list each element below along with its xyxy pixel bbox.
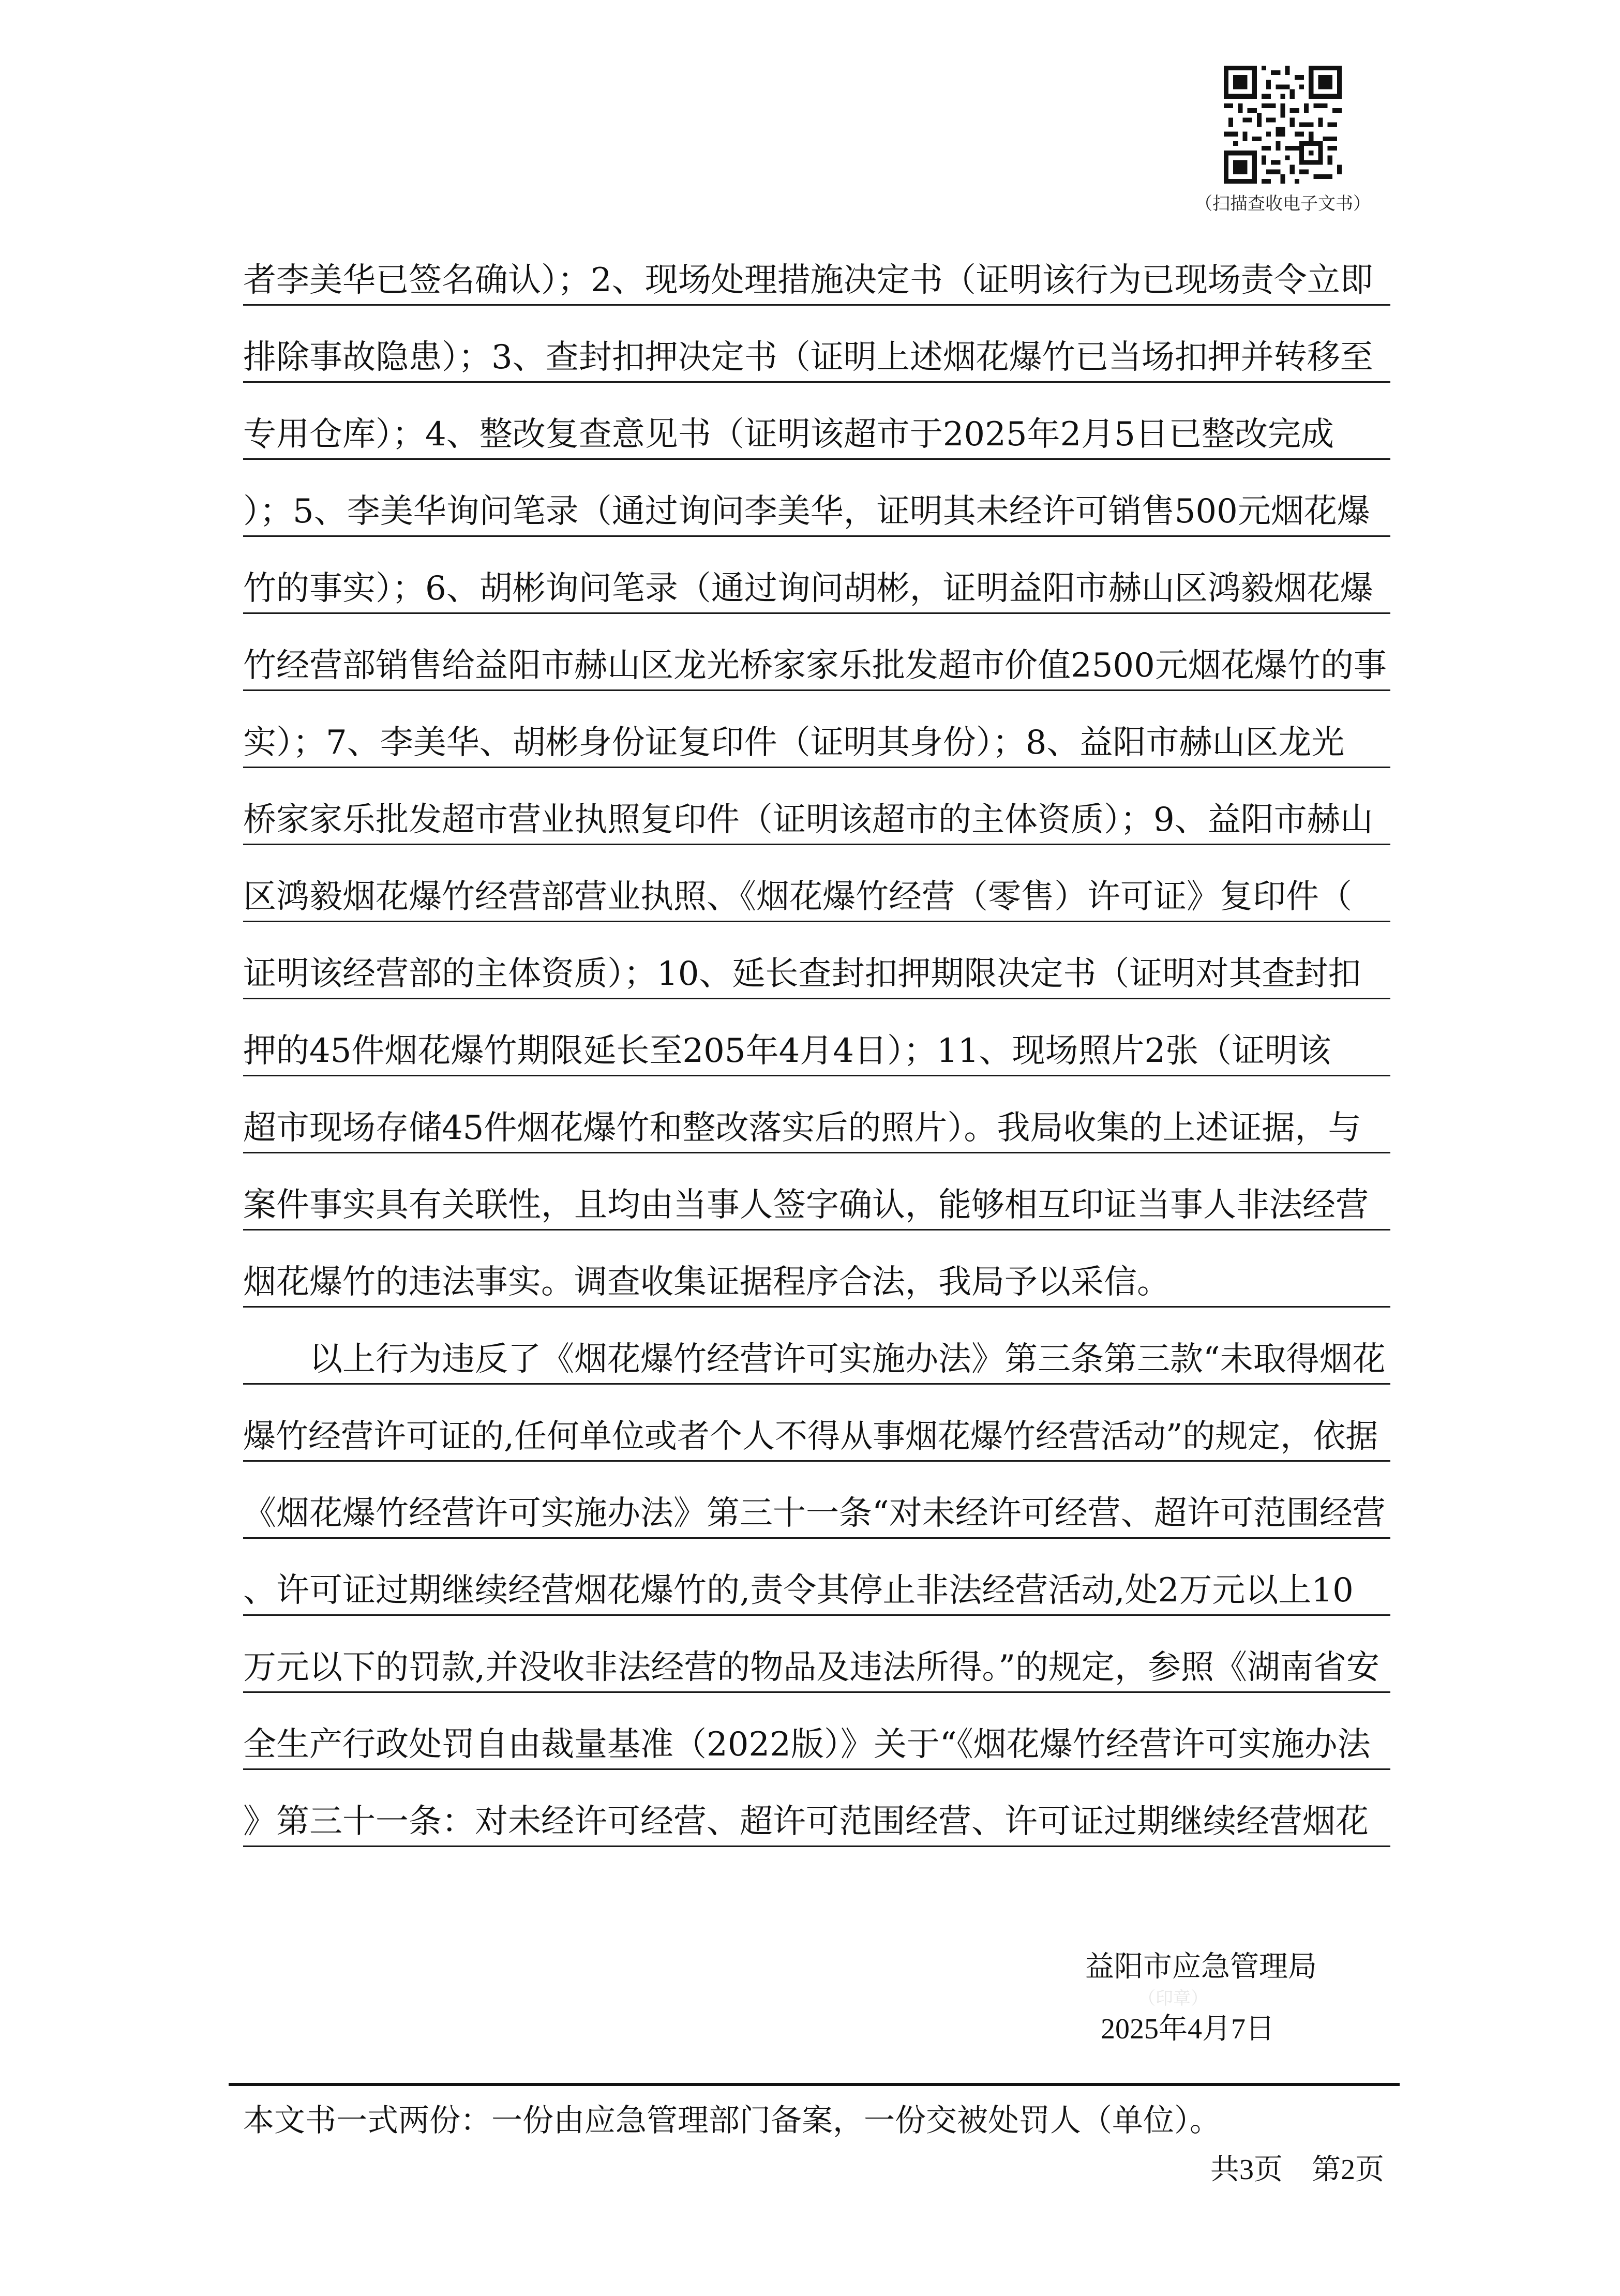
body-line: 专用仓库）；4、整改复查意见书（证明该超市于2025年2月5日已整改完成 (243, 414, 1390, 460)
page-number: 共3页 第2页 (1210, 2154, 1384, 2186)
body-line: 烟花爆竹的违法事实。调查收集证据程序合法，我局予以采信。 (243, 1262, 1390, 1308)
copies-note: 本文书一式两份：一份由应急管理部门备案，一份交被处罚人（单位）。 (243, 2103, 1221, 2139)
issuing-organization: 益阳市应急管理局 (1085, 1950, 1317, 1984)
body-line: 》第三十一条：对未经许可经营、超许可范围经营、许可证过期继续经营烟花 (243, 1801, 1390, 1847)
body-line: 桥家家乐批发超市营业执照复印件（证明该超市的主体资质）；9、益阳市赫山 (243, 799, 1390, 845)
body-line: 竹经营部销售给益阳市赫山区龙光桥家家乐批发超市价值2500元烟花爆竹的事 (243, 645, 1390, 691)
body-line: ）；5、李美华询问笔录（通过询问李美华，证明其未经许可销售500元烟花爆 (243, 491, 1390, 537)
body-line: 超市现场存储45件烟花爆竹和整改落实后的照片）。我局收集的上述证据，与 (243, 1107, 1390, 1153)
body-line: 押的45件烟花爆竹期限延长至205年4月4日）；11、现场照片2张（证明该 (243, 1030, 1390, 1076)
body-line: 实）；7、李美华、胡彬身份证复印件（证明其身份）；8、益阳市赫山区龙光 (243, 722, 1390, 768)
body-line: 、许可证过期继续经营烟花爆竹的,责令其停止非法经营活动,处2万元以上10 (243, 1570, 1390, 1616)
body-line: 以上行为违反了《烟花爆竹经营许可实施办法》第三条第三款“未取得烟花 (243, 1339, 1390, 1385)
body-line: 竹的事实）；6、胡彬询问笔录（通过询问胡彬，证明益阳市赫山区鸿毅烟花爆 (243, 568, 1390, 614)
issue-date: 2025年4月7日 (1101, 2013, 1274, 2045)
body-line: 全生产行政处罚自由裁量基准（2022版）》关于“《烟花爆竹经营许可实施办法 (243, 1724, 1390, 1770)
body-line: 《烟花爆竹经营许可实施办法》第三十一条“对未经许可经营、超许可范围经营 (243, 1493, 1390, 1539)
body-line: 万元以下的罚款,并没收非法经营的物品及违法所得。”的规定，参照《湖南省安 (243, 1647, 1390, 1693)
body-line: 者李美华已签名确认）；2、现场处理措施决定书（证明该行为已现场责令立即 (243, 260, 1390, 306)
footer-divider (229, 2083, 1400, 2086)
body-line: 证明该经营部的主体资质）；10、延长查封扣押期限决定书（证明对其查封扣 (243, 953, 1390, 999)
qr-code-icon (1224, 66, 1342, 184)
official-seal: （印章） (1138, 1988, 1208, 2009)
body-line: 区鸿毅烟花爆竹经营部营业执照、《烟花爆竹经营（零售）许可证》复印件（ (243, 876, 1390, 922)
body-line: 爆竹经营许可证的,任何单位或者个人不得从事烟花爆竹经营活动”的规定，依据 (243, 1416, 1390, 1462)
body-line: 排除事故隐患）；3、查封扣押决定书（证明上述烟花爆竹已当场扣押并转移至 (243, 337, 1390, 383)
body-line: 案件事实具有关联性，且均由当事人签字确认，能够相互印证当事人非法经营 (243, 1184, 1390, 1230)
qr-caption: （扫描查收电子文书） (1195, 193, 1371, 214)
